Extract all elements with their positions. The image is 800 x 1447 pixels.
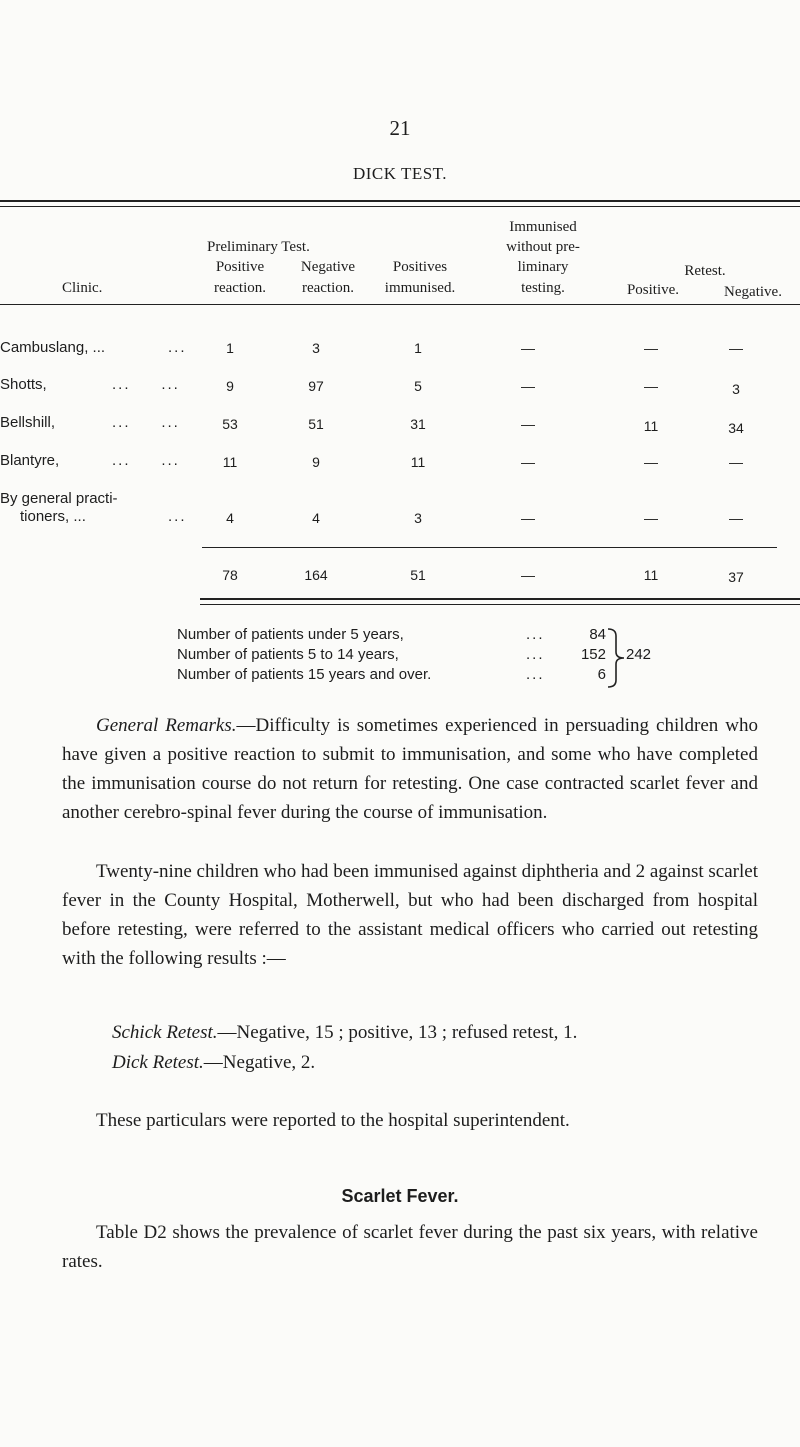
total-immunised: 51	[410, 567, 426, 583]
row-dots: ... ...	[112, 376, 180, 393]
cell-immunised: 5	[414, 378, 422, 394]
cell-retest-neg: —	[729, 454, 743, 470]
cell-without: —	[521, 416, 535, 432]
cell-immunised: 11	[410, 454, 426, 470]
header-immunised-a: Positives	[392, 259, 448, 275]
cell-immunised: 31	[410, 416, 426, 432]
cell-immunised: 1	[414, 340, 422, 356]
cell-immunised: 3	[414, 510, 422, 526]
page-number: 21	[389, 116, 411, 140]
total-positive: 78	[222, 567, 238, 583]
cell-retest-neg: 34	[728, 420, 744, 436]
retest-text: Twenty-nine children who had been immunised against diphtheria and 2 against scarlet fever in the County Hospital, Motherwell, but who had been discharged from hospital before retesting, were referred to the assistant medical officers who carried out retesting with the following results :—	[62, 861, 758, 969]
dick-retest-line	[112, 1048, 772, 1077]
row-dots: ...	[168, 508, 187, 525]
age-value-5to14: 152	[580, 646, 606, 663]
scarlet-text: Table D2 shows the prevalence of scarlet fever during the past six years, with relative rates.	[62, 1222, 758, 1272]
cell-retest-pos: 11	[643, 418, 659, 434]
age-label-15plus: Number of patients 15 years and over.	[177, 666, 432, 683]
total-retest-neg: 37	[728, 569, 744, 585]
cell-negative: 97	[308, 378, 324, 394]
cell-positive: 53	[222, 416, 238, 432]
cell-retest-pos: —	[644, 378, 658, 394]
reported-line: These particulars were reported to the hospital superintendent.	[96, 1110, 570, 1131]
header-immunised-4: testing.	[521, 280, 565, 296]
page-title: DICK TEST.	[352, 164, 448, 183]
age-label-5to14: Number of patients 5 to 14 years,	[177, 646, 399, 663]
total-retest-pos: 11	[643, 567, 659, 583]
remarks-lead: General Remarks.	[96, 715, 237, 736]
row-clinic: Blantyre,	[0, 452, 60, 469]
header-retest: Retest.	[684, 263, 726, 279]
cell-retest-neg: 3	[732, 381, 740, 397]
cell-positive: 11	[222, 454, 238, 470]
age-dots: ...	[526, 626, 545, 643]
schick-text: —Negative, 15 ; positive, 13 ; refused retest, 1.	[217, 1022, 578, 1043]
cell-without: —	[521, 510, 535, 526]
cell-positive: 1	[226, 340, 234, 356]
age-value-15plus: 6	[597, 666, 606, 683]
cell-without: —	[521, 454, 535, 470]
cell-retest-neg: —	[729, 510, 743, 526]
schick-lead: Schick Retest.	[112, 1022, 218, 1043]
table-top-rule-2	[0, 206, 800, 207]
age-value-under5: 84	[589, 626, 606, 643]
row-clinic-cont: tioners, ...	[20, 508, 86, 525]
cell-negative: 9	[312, 454, 320, 470]
age-total: 242	[626, 646, 652, 663]
age-label-under5: Number of patients under 5 years,	[177, 626, 404, 643]
table-bottom-rule	[200, 598, 800, 600]
scarlet-fever-paragraph	[62, 1218, 758, 1276]
header-clinic: Clinic.	[62, 280, 103, 296]
dick-text: —Negative, 2.	[203, 1052, 316, 1073]
dick-lead: Dick Retest.	[112, 1052, 204, 1073]
header-preliminary-test: Preliminary Test.	[207, 239, 310, 255]
schick-retest-line	[112, 1018, 772, 1047]
cell-negative: 51	[308, 416, 324, 432]
cell-without: —	[521, 340, 535, 356]
header-positive-2: reaction.	[213, 280, 267, 296]
row-dots: ... ...	[112, 414, 180, 431]
cell-without: —	[521, 378, 535, 394]
age-dots: ...	[526, 666, 545, 683]
header-positive-1: Positive	[215, 259, 265, 275]
header-immunised-3: liminary	[517, 259, 569, 275]
header-immunised-2: without pre-	[506, 239, 580, 255]
cell-negative: 4	[312, 510, 320, 526]
header-negative-2: reaction.	[301, 280, 355, 296]
row-dots: ... ...	[112, 452, 180, 469]
age-dots: ...	[526, 646, 545, 663]
remarks-text: —Difficulty is sometimes experienced in persuading children who have given a positive reaction to submit to immunisation, and some who have completed the immunisation course do not return for retesting. One case contracted scarlet fever and another cerebro-spinal fever during the course of immunisation.	[62, 715, 758, 823]
total-without: —	[521, 567, 535, 583]
header-immunised-b: immunised.	[384, 280, 456, 296]
cell-retest-pos: —	[644, 340, 658, 356]
header-rule	[0, 304, 800, 305]
cell-positive: 9	[226, 378, 234, 394]
cell-positive: 4	[226, 510, 234, 526]
row-clinic: Shotts,	[0, 376, 47, 393]
row-clinic: Bellshill,	[0, 414, 56, 431]
scarlet-fever-heading: Scarlet Fever.	[341, 1186, 459, 1206]
row-dots: ...	[168, 339, 187, 356]
header-retest-positive: Positive.	[626, 282, 680, 298]
total-negative: 164	[304, 567, 328, 583]
retest-paragraph	[62, 857, 758, 973]
header-negative-1: Negative	[300, 259, 356, 275]
cell-retest-pos: —	[644, 454, 658, 470]
cell-negative: 3	[312, 340, 320, 356]
table-bottom-rule-2	[200, 604, 800, 605]
brace-icon	[604, 626, 628, 690]
remarks-paragraph	[62, 711, 758, 827]
table-top-rule	[0, 200, 800, 202]
header-immunised-1: Immunised	[509, 219, 577, 235]
header-retest-negative: Negative.	[724, 284, 782, 300]
row-clinic: By general practi-	[0, 490, 118, 507]
cell-retest-pos: —	[644, 510, 658, 526]
totals-rule	[202, 547, 777, 548]
row-clinic: Cambuslang, ...	[0, 339, 106, 356]
cell-retest-neg: —	[729, 340, 743, 356]
